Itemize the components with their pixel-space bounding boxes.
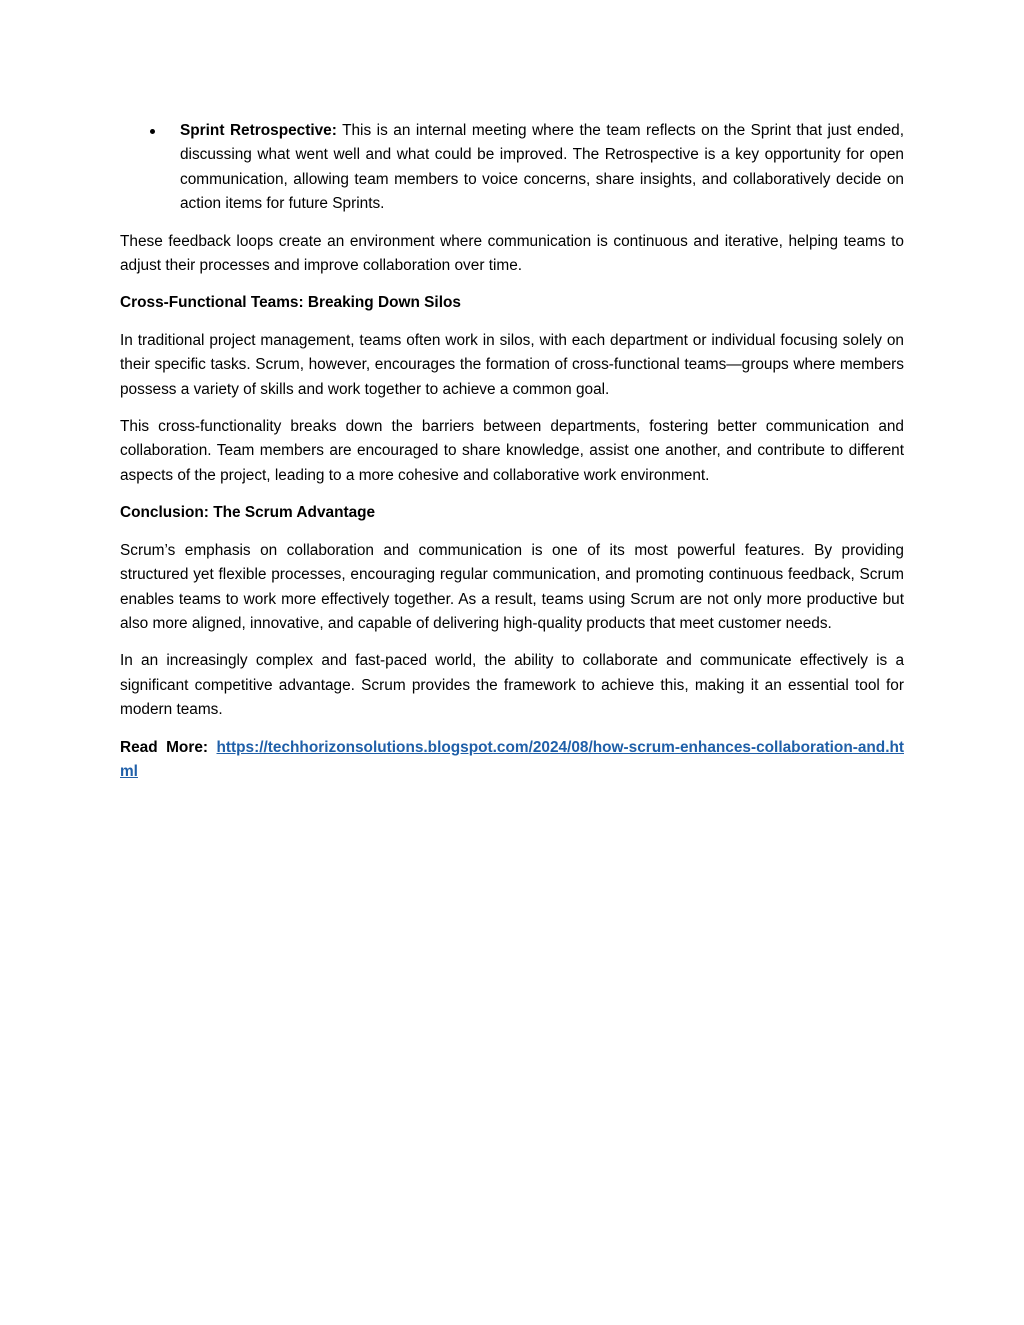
retrospective-text: This is an internal meeting where the team reflects on the Sprint that just ended, discussing what went well and what could be improved. The Retrospective is a key opportunity for open communication, allowing team members to voice concerns, share insights, and collaboratively decide on action items for future Sprints. — [180, 122, 905, 213]
read-more-link[interactable]: https://techhorizonsolutions.blogspot.com/2024/08/how-scrum-enhances-collaboration-and.html — [120, 738, 905, 780]
read-more-label: Read More: — [120, 738, 209, 756]
bullet-icon — [150, 129, 155, 134]
cross-functional-paragraph-2: This cross-functionality breaks down the barriers between departments, fostering better communication and collaboration. Team members are encouraged to share knowledge, assist one another, and contribute to different aspects of the project, leading to a more cohesive and collaborative work environment. — [120, 418, 904, 484]
retrospective-label: Sprint Retrospective: — [180, 122, 337, 139]
cross-functional-heading: Cross-Functional Teams: Breaking Down Silos — [120, 294, 461, 312]
feedback-paragraph: These feedback loops create an environment where communication is continuous and iterative, helping teams to adjust their processes and improve collaboration over time. — [120, 232, 904, 275]
conclusion-heading: Conclusion: The Scrum Advantage — [120, 504, 376, 522]
document-page — [120, 119, 904, 797]
conclusion-paragraph-2: In an increasingly complex and fast-paced world, the ability to collaborate and communicate effectively is a significant competitive advantage. Scrum provides the framework to achieve this, making it an essential tool for modern teams. — [120, 652, 904, 719]
retrospective-bullet-item — [120, 119, 904, 217]
read-more-line — [120, 736, 904, 785]
bullet-list — [120, 119, 904, 217]
conclusion-paragraph-1: Scrum’s emphasis on collaboration and communication is one of its most powerful features. By providing structured yet flexible processes, encouraging regular communication, and promoting continuous feedback, Scrum enables teams to work more effectively together. As a result, teams using Scrum are not only more productive but also more aligned, innovative, and capable of delivering high-quality products that meet customer needs. — [120, 541, 904, 632]
cross-functional-paragraph-1: In traditional project management, teams often work in silos, with each department or individual focusing solely on their specific tasks. Scrum, however, encourages the formation of cross-functional teams—groups where members possess a variety of skills and work together to achieve a common goal. — [120, 331, 904, 398]
